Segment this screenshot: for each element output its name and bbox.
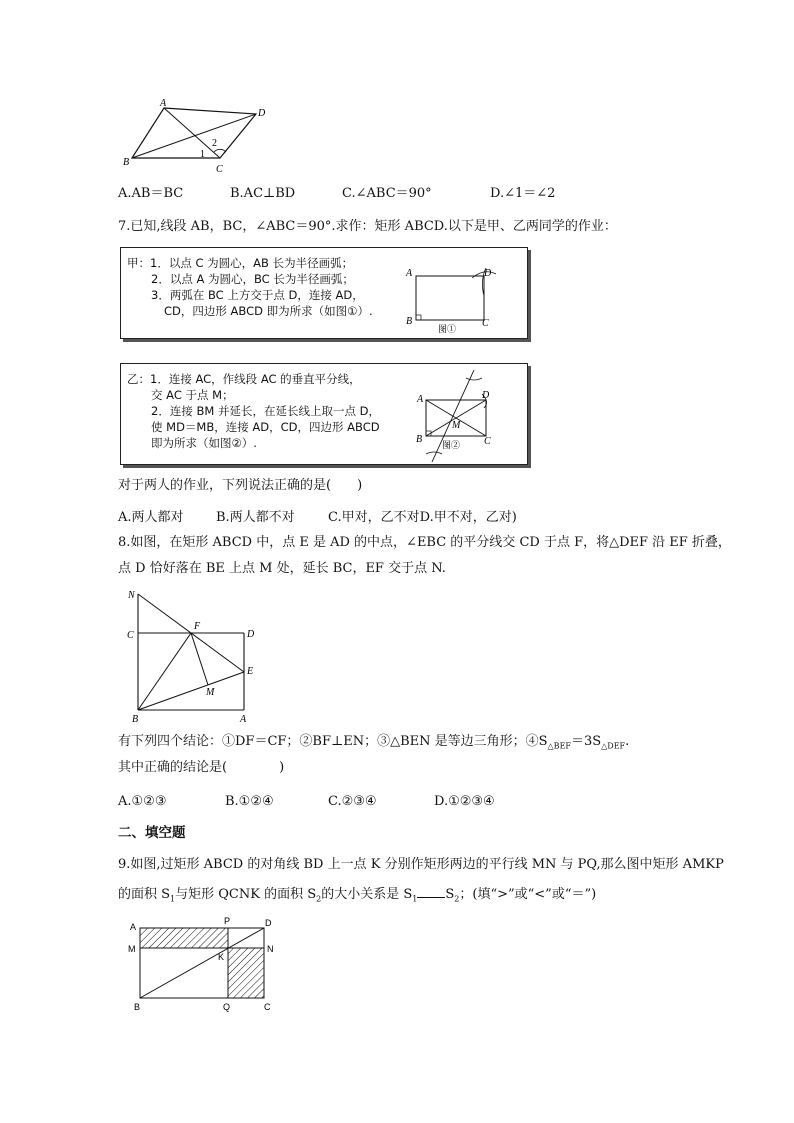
q6-label-2: 2 bbox=[212, 138, 217, 149]
q8-eq3s: ＝3S bbox=[570, 734, 602, 749]
q6-label-b: B bbox=[123, 157, 130, 168]
q9-label-n: N bbox=[267, 944, 274, 954]
q7-yi-line-3: 2．连接 BM 并延长，在延长线上取一点 D， bbox=[151, 404, 380, 418]
q6-label-a: A bbox=[160, 98, 167, 109]
q9-text-a: 的面积 S bbox=[118, 887, 171, 902]
q7-jia-line-3: 3．两弧在 BC 上方交于点 D，连接 AD， bbox=[151, 288, 364, 302]
q8-option-a: A.①②③ bbox=[118, 794, 167, 809]
q9-label-p: P bbox=[224, 916, 231, 926]
q9-sub-1b: 1 bbox=[412, 894, 418, 904]
q7-fig1-rect bbox=[416, 276, 484, 320]
q7-fig1-label-b: B bbox=[406, 316, 413, 327]
q9-hatched-qcnk bbox=[228, 948, 264, 998]
q9-label-c: C bbox=[264, 1002, 271, 1012]
q9-text-e: ；(填“>”或“<”或“＝”) bbox=[459, 887, 597, 902]
q7-fig1-label-c: C bbox=[482, 318, 489, 329]
q7-fig1-caption: 图① bbox=[438, 324, 457, 334]
q7-option-c: C.甲对，乙不对D.甲不对，乙对) bbox=[328, 510, 517, 525]
q9-rectangle-figure bbox=[124, 916, 284, 1018]
q9-hatched-amkp bbox=[140, 928, 228, 948]
q9-text-d: S bbox=[445, 887, 455, 902]
q7-yi-line-1: 乙：1．连接 AC，作线段 AC 的垂直平分线， bbox=[127, 372, 361, 386]
q8-period: . bbox=[625, 734, 630, 749]
q8-label-n: N bbox=[128, 590, 135, 601]
q6-diagonal-ac bbox=[164, 108, 220, 158]
q7-yi-line-2: 交 AC 于点 M； bbox=[151, 388, 234, 402]
q6-option-b: B.AC⊥BD bbox=[230, 186, 296, 201]
q7-fig2-label-a: A bbox=[417, 394, 424, 405]
q8-option-b: B.①②④ bbox=[225, 794, 274, 809]
q8-line-be bbox=[138, 672, 244, 710]
q9-text-c: 的大小关系是 S bbox=[321, 887, 413, 902]
q7-fig2-label-c: C bbox=[484, 436, 491, 447]
q6-label-c: C bbox=[216, 164, 223, 175]
q6-label-1: 1 bbox=[200, 149, 205, 160]
q6-parallelogram bbox=[132, 108, 256, 158]
q8-label-e: E bbox=[247, 666, 254, 677]
q8-label-a: A bbox=[240, 714, 247, 725]
q7-jia-line-1: 甲：1．以点 C 为圆心，AB 长为半径画弧； bbox=[127, 256, 354, 270]
q7-yi-line-5: 即为所求（如图②）. bbox=[151, 436, 257, 450]
q9-label-m: M bbox=[128, 944, 136, 954]
q9-label-d: D bbox=[265, 918, 272, 928]
q7-fig2-label-b: B bbox=[416, 434, 423, 445]
q8-conclusions-text: 有下列四个结论：①DF＝CF；②BF⊥EN；③△BEN 是等边三角形；④S bbox=[118, 734, 548, 749]
q6-angle-arc bbox=[214, 149, 226, 152]
q9-label-a: A bbox=[130, 922, 137, 932]
q7-fig2-label-m: M bbox=[452, 420, 461, 431]
section-title-fill-in: 二、填空题 bbox=[118, 825, 186, 841]
q7-jia-line-4: CD，四边形 ABCD 即为所求（如图①）. bbox=[164, 304, 373, 318]
q8-line-bf bbox=[138, 633, 191, 710]
q9-label-k: K bbox=[218, 952, 225, 962]
q7-fig2-label-d: D bbox=[482, 390, 490, 401]
q9-text-b: 与矩形 QCNK 的面积 S bbox=[175, 887, 317, 902]
q9-label-b: B bbox=[134, 1002, 141, 1012]
q9-line-1: 9.如图,过矩形 ABCD 的对角线 BD 上一点 K 分别作矩形两边的平行线 MN 与 PQ,那么图中矩形 AMKP bbox=[118, 857, 724, 872]
q7-fig1-label-a: A bbox=[406, 268, 413, 279]
q7-option-b: B.两人都不对 bbox=[216, 510, 295, 525]
q7-fig2-caption: 图② bbox=[442, 440, 461, 450]
q7-fig2-arc-bottom bbox=[426, 452, 442, 454]
q9-answer-blank[interactable] bbox=[417, 885, 445, 898]
q7-yi-line-4: 使 MD＝MB，连接 AD，CD，四边形 ABCD bbox=[151, 420, 380, 434]
q9-line-2 bbox=[118, 885, 596, 909]
q6-label-d: D bbox=[258, 108, 266, 119]
q7-option-a: A.两人都对 bbox=[118, 510, 184, 525]
q9-sub-2a: 2 bbox=[316, 894, 322, 904]
q6-option-a: A.AB＝BC bbox=[118, 186, 184, 201]
q8-stem-line-2: 点 D 恰好落在 BE 上点 M 处，延长 BC，EF 交于点 N. bbox=[118, 561, 446, 576]
q8-conclusions bbox=[118, 733, 629, 756]
q7-fig1-rectangle bbox=[400, 262, 510, 336]
q7-question: 对于两人的作业，下列说法正确的是( ) bbox=[118, 478, 363, 493]
q7-fig1-right-angle bbox=[416, 315, 421, 320]
q8-question: 其中正确的结论是( ) bbox=[118, 760, 285, 775]
q8-label-m: M bbox=[206, 687, 215, 698]
q8-rectangle-fold-figure bbox=[124, 586, 274, 726]
q8-option-c: C.②③④ bbox=[328, 794, 377, 809]
q7-stem: 7.已知,线段 AB，BC，∠ABC＝90°.求作：矩形 ABCD.以下是甲、乙两同学的作业： bbox=[118, 219, 617, 234]
q8-stem-line-1: 8.如图，在矩形 ABCD 中，点 E 是 AD 的中点，∠EBC 的平分线交 CD 于点 F，将△DEF 沿 EF 折叠， bbox=[118, 535, 731, 550]
q8-label-f: F bbox=[194, 621, 201, 632]
q8-line-fm bbox=[191, 633, 208, 685]
q8-sub-def: △DEF bbox=[601, 741, 626, 751]
q9-sub-2b: 2 bbox=[454, 894, 460, 904]
q8-option-d: D.①②③④ bbox=[434, 794, 495, 809]
q6-option-d: D.∠1＝∠2 bbox=[490, 186, 556, 201]
q8-sub-bef: △BEF bbox=[547, 741, 571, 751]
q8-label-c: C bbox=[127, 630, 134, 641]
q8-label-b: B bbox=[132, 714, 139, 725]
q7-fig2-rectangle bbox=[412, 366, 524, 466]
q7-fig2-arc-top bbox=[466, 378, 482, 380]
q6-parallelogram-figure bbox=[118, 96, 268, 176]
q8-label-d: D bbox=[247, 629, 255, 640]
q6-option-c: C.∠ABC＝90° bbox=[342, 186, 432, 201]
q7-jia-line-2: 2．以点 A 为圆心，BC 长为半径画弧； bbox=[151, 272, 354, 286]
q7-fig1-label-d: D bbox=[484, 268, 492, 279]
q9-label-q: Q bbox=[223, 1002, 231, 1012]
q9-sub-1a: 1 bbox=[170, 894, 176, 904]
